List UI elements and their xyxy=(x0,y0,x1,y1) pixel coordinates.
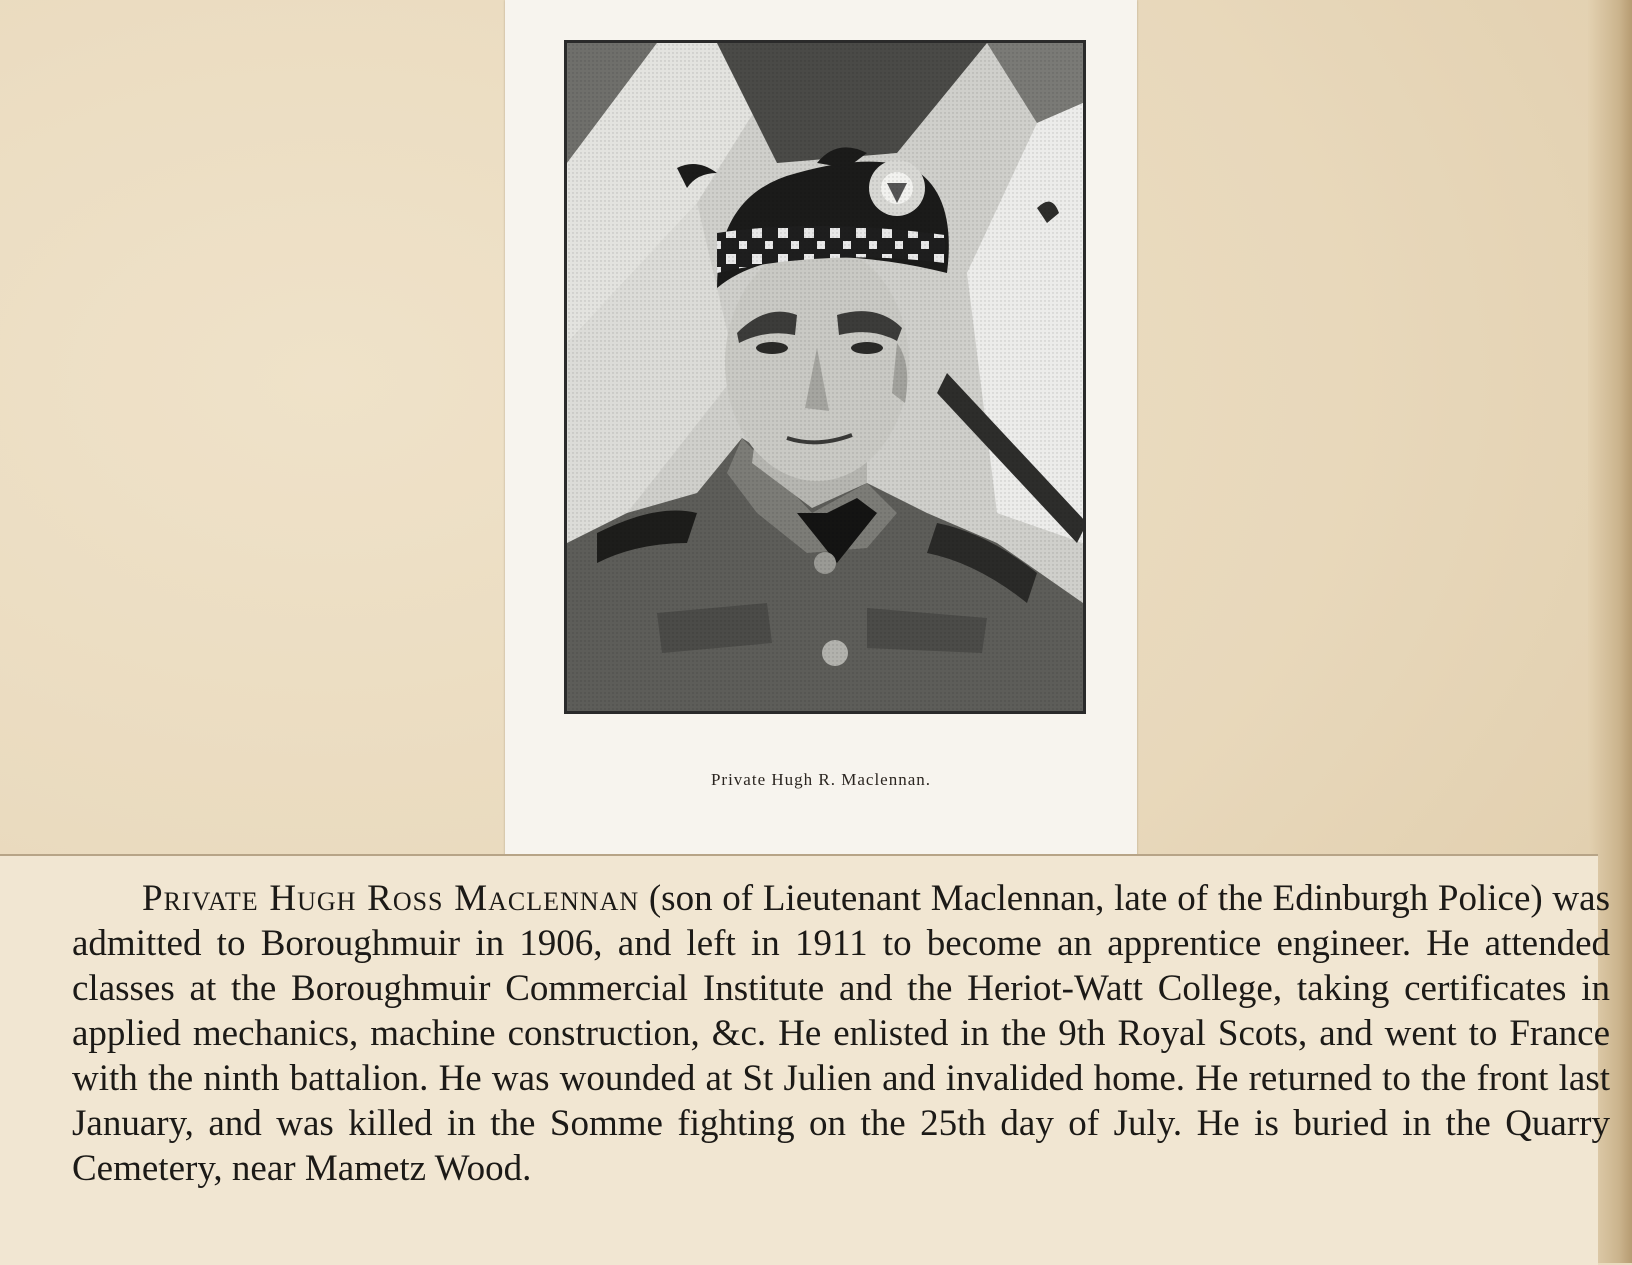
photo-caption: Private Hugh R. Maclennan. xyxy=(710,770,932,789)
article-body: (son of Lieutenant Maclennan, late of the Edinburgh Police) was admitted to Boroughmuir in 1906, and left in 1911 to become an apprentice engineer. He attended classes at the Boroughmuir Commercial Institute and the Heriot-Watt College, taking certificates in applied mechanics, machine construction, &c. He enlisted in the 9th Royal Scots, and went to France with the ninth battalion. He was wounded at St Julien and invalided home. He returned to the front last January, and was killed in the Somme fighting on the 25th day of July. He is buried in the Quarry Cemetery, near Mametz Wood. xyxy=(72,878,1610,1189)
article-clipping xyxy=(0,854,1610,1265)
photo-clipping xyxy=(505,0,1137,856)
article-paragraph xyxy=(72,876,1610,1191)
soldier-portrait xyxy=(564,40,1086,714)
portrait-image xyxy=(567,43,1083,711)
article-lead: Private Hugh Ross Maclennan xyxy=(142,878,640,919)
